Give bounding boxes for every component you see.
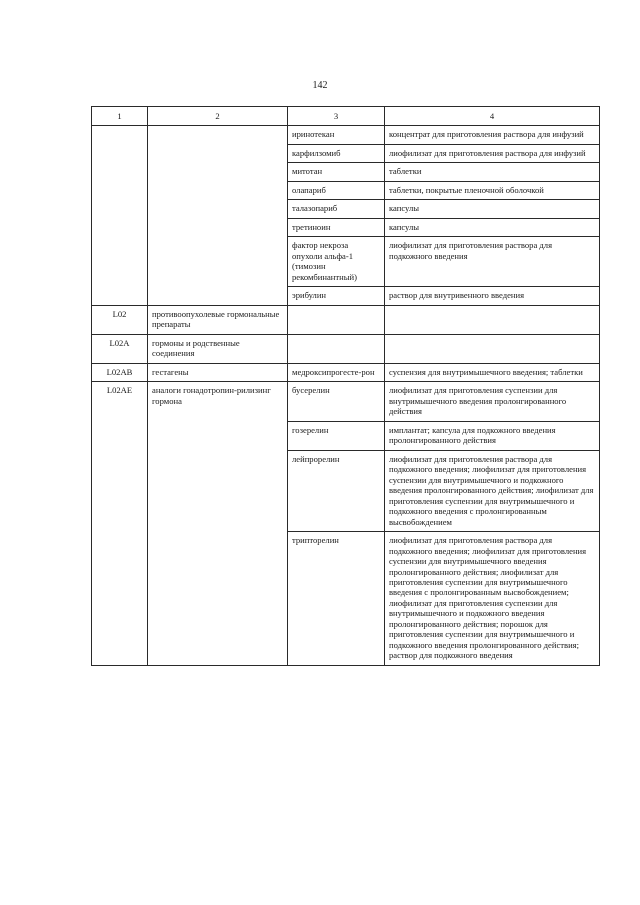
dosage-form-cell: раствор для внутривенного введения bbox=[385, 287, 600, 305]
drug-name-cell: трипторелин bbox=[288, 532, 385, 666]
dosage-form-cell: имплантат; капсула для подкожного введения пролонгированного действия bbox=[385, 421, 600, 450]
page-number: 142 bbox=[312, 80, 328, 91]
drug-name-cell: иринотекан bbox=[288, 126, 385, 144]
column-header-2: 2 bbox=[148, 107, 288, 126]
drug-name-cell: фактор некроза опухоли альфа-1 (тимозин рекомбинантный) bbox=[288, 237, 385, 287]
dosage-form-cell bbox=[385, 305, 600, 334]
table-header-row bbox=[92, 107, 600, 126]
atc-code-cell: L02A bbox=[92, 334, 148, 363]
atc-code-cell: L02 bbox=[92, 305, 148, 334]
dosage-form-cell: капсулы bbox=[385, 200, 600, 218]
dosage-form-cell: таблетки, покрытые пленочной оболочкой bbox=[385, 181, 600, 199]
dosage-form-cell: концентрат для приготовления раствора для инфузий bbox=[385, 126, 600, 144]
dosage-form-cell: лиофилизат для приготовления раствора для подкожного введения; лиофилизат для приготовления суспензии для внутримышечного введения пролонгированного действия; лиофилизат для приготовления суспензии для внутримышечного введения с пролонгированным высвобождением; лиофилизат для приготовления суспензии для внутримышечного и подкожного введения пролонгированного действия; порошок для приготовления суспензии для внутримышечного и подкожного введения пролонгированного действия; раствор для подкожного введения bbox=[385, 532, 600, 666]
drug-name-cell: бусерелин bbox=[288, 382, 385, 421]
drug-name-cell: медроксипрогесте-рон bbox=[288, 363, 385, 381]
table-row bbox=[92, 334, 600, 363]
drug-name-cell: олапариб bbox=[288, 181, 385, 199]
drug-name-cell: карфилзомиб bbox=[288, 144, 385, 162]
drug-name-cell: эрибулин bbox=[288, 287, 385, 305]
column-header-3: 3 bbox=[288, 107, 385, 126]
dosage-form-cell: суспензия для внутримышечного введения; таблетки bbox=[385, 363, 600, 381]
column-header-4: 4 bbox=[385, 107, 600, 126]
table-row bbox=[92, 305, 600, 334]
drug-name-cell: третиноин bbox=[288, 218, 385, 236]
group-name-cell: гормоны и родственные соединения bbox=[148, 334, 288, 363]
drug-name-cell: талазопариб bbox=[288, 200, 385, 218]
group-cell-empty bbox=[148, 126, 288, 305]
column-header-1: 1 bbox=[92, 107, 148, 126]
drug-name-cell bbox=[288, 334, 385, 363]
table-row bbox=[92, 126, 600, 144]
drug-name-cell bbox=[288, 305, 385, 334]
group-name-cell: противоопухолевые гормональные препараты bbox=[148, 305, 288, 334]
table-row bbox=[92, 382, 600, 421]
drug-table bbox=[91, 106, 600, 666]
table-row bbox=[92, 363, 600, 381]
atc-code-cell: L02AB bbox=[92, 363, 148, 381]
code-cell-empty bbox=[92, 126, 148, 305]
drug-name-cell: лейпрорелин bbox=[288, 450, 385, 531]
dosage-form-cell bbox=[385, 334, 600, 363]
group-name-cell: аналоги гонадотропин-рилизинг гормона bbox=[148, 382, 288, 666]
dosage-form-cell: лиофилизат для приготовления раствора для инфузий bbox=[385, 144, 600, 162]
dosage-form-cell: лиофилизат для приготовления суспензии для внутримышечного введения пролонгированного действия bbox=[385, 382, 600, 421]
dosage-form-cell: лиофилизат для приготовления раствора для подкожного введения bbox=[385, 237, 600, 287]
drug-name-cell: гозерелин bbox=[288, 421, 385, 450]
dosage-form-cell: лиофилизат для приготовления раствора для подкожного введения; лиофилизат для приготовления суспензии для внутримышечного и подкожного введения пролонгированного действия; лиофилизат для приготовления суспензии для внутримышечного и подкожного введения с пролонгированным высвобождением bbox=[385, 450, 600, 531]
dosage-form-cell: капсулы bbox=[385, 218, 600, 236]
drug-name-cell: митотан bbox=[288, 163, 385, 181]
group-name-cell: гестагены bbox=[148, 363, 288, 381]
atc-code-cell: L02AE bbox=[92, 382, 148, 666]
dosage-form-cell: таблетки bbox=[385, 163, 600, 181]
